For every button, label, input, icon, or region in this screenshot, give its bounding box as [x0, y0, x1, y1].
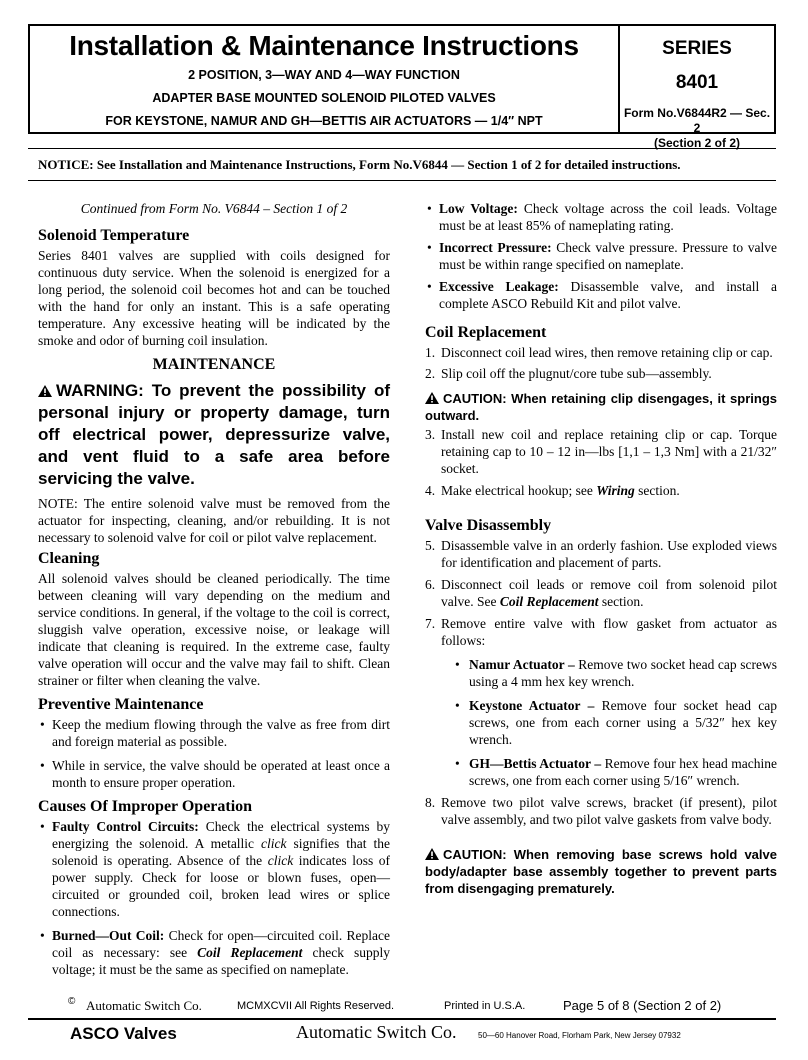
continued-note: Continued from Form No. V6844 – Section 1 of 2	[80, 201, 348, 216]
coil-steps-continued	[425, 426, 777, 499]
causes-list-continued	[425, 200, 777, 312]
form-number-text: Form No.V6844R2 — Sec. 2	[623, 106, 771, 135]
list-item: • Keystone Actuator – Remove four socket head cap screws, one from each corner using a 5/32″ hex key wrench.	[455, 698, 777, 747]
note-text: NOTE: The entire solenoid valve must be removed from the actuator for inspecting, cleaning, and/or rebuilding. It is not necessary to solenoid valve for coil or pilot valve replacement.	[38, 496, 390, 545]
list-item: • Faulty Control Circuits: Check the electrical systems by energizing the solenoid. A metallic click signifies that the solenoid is operating. Absence of the click indicates loss of power supply. Check for loose or blown fuses, open—circuited or grounded coil, broken lead wires or splice connections.	[40, 819, 390, 919]
disassembly-steps	[425, 537, 777, 828]
header-box	[28, 24, 776, 150]
list-item: • Burned—Out Coil: Check for open—circuited coil. Replace coil as necessary: see Coil Replacement check supply voltage; it must be the same as specified on nameplate.	[40, 928, 391, 977]
right-column	[425, 200, 777, 897]
company-name: Automatic Switch Co.	[86, 998, 202, 1013]
caution-block-1: CAUTION: When retaining clip disengages, it springs outward.	[425, 391, 777, 423]
form-number	[620, 106, 774, 151]
company-name-large: Automatic Switch Co.	[296, 1022, 457, 1042]
footer-rule	[28, 1018, 776, 1020]
coil-steps	[425, 344, 777, 382]
notice-text: NOTICE: See Installation and Maintenance Instructions, Form No.V6844 — Section 1 of 2 for detailed instructions.	[38, 157, 681, 172]
copyright-symbol: ©	[68, 996, 76, 1007]
actuator-list	[453, 656, 777, 789]
list-item: • GH—Bettis Actuator – Remove four hex head machine screws, one from each corner using 5/16″ wrench.	[455, 756, 777, 788]
list-item: 2. Slip coil off the plugnut/core tube sub—assembly.	[425, 366, 712, 381]
list-item: • While in service, the valve should be operated at least once a month to ensure proper operation.	[40, 758, 390, 790]
subtitle-line-1: 2 POSITION, 3—WAY AND 4—WAY FUNCTION	[188, 68, 460, 82]
list-item: • Excessive Leakage: Disassemble valve, and install a complete ASCO Rebuild Kit and pilot valve.	[427, 279, 777, 311]
subtitle-line-2: ADAPTER BASE MOUNTED SOLENOID PILOTED VALVES	[152, 91, 496, 105]
document-title: Installation & Maintenance Instructions	[69, 30, 579, 61]
caution-block-2: CAUTION: When removing base screws hold valve body/adapter base assembly together to prevent parts from disengaging prematurely.	[425, 847, 777, 896]
header-title-block	[30, 26, 620, 132]
cleaning-text: All solenoid valves should be cleaned periodically. The time between cleaning will vary depending on the medium and service conditions. In general, if the voltage to the coil is correct, sluggish valve operation, excessive noise, or leakage will indicate that cleaning is required. In the extreme case, faulty valve operation will occur and the valve may fail to shift. Clean strainer or filter when cleaning the valve.	[38, 571, 390, 688]
left-column	[38, 200, 390, 978]
list-item: 5. Disassemble valve in an orderly fashion. Use exploded views for identification and placement of parts.	[425, 538, 777, 570]
solenoid-temp-text: Series 8401 valves are supplied with coils designed for continuous duty service. When the solenoid is energized for a long period, the solenoid coil becomes hot and can be touched with the hand for only an instant. This is a safe operating temperature. Any excessive heating will be indicated by the smoke and odor of burning coil insulation.	[38, 248, 390, 348]
series-number: 8401	[675, 72, 719, 93]
warning-text: WARNING: To prevent the possibility of personal injury or property damage, turn off electrical power, depressurize valve, and vent fluid to a safe area before servicing the valve.	[38, 381, 390, 488]
list-item: • Incorrect Pressure: Check valve pressure. Pressure to valve must be within range specified on nameplate.	[427, 240, 777, 272]
subtitle-line-3: FOR KEYSTONE, NAMUR AND GH—BETTIS AIR ACTUATORS — 1/4″ NPT	[105, 114, 543, 128]
series-block	[620, 26, 774, 150]
warning-block	[38, 380, 390, 490]
list-item: • Low Voltage: Check voltage across the coil leads. Voltage must be at least 85% of nameplating rating.	[427, 201, 777, 233]
list-item: • Keep the medium flowing through the valve as free from dirt and foreign material as possible.	[40, 717, 390, 749]
causes-list	[38, 818, 390, 978]
printed-text: Printed in U.S.A.	[444, 1000, 526, 1012]
rights-text: MCMXCVII All Rights Reserved.	[237, 1000, 395, 1012]
list-item: 8. Remove two pilot valve screws, bracket (if present), pilot valve assembly, and two pilot valve gaskets from valve body.	[425, 795, 777, 827]
maintenance-heading: MAINTENANCE	[152, 356, 276, 373]
warning-triangle-icon	[425, 392, 439, 404]
series-label: SERIES	[662, 38, 732, 59]
list-item: 7. Remove entire valve with flow gasket from actuator as follows: • Namur Actuator – Remove two socket head cap screws using a 4 mm hex key wrench. • Keystone Actuator – Remove four socket head cap screws, one from each corner using a 5/32″ hex key wrench. • GH—Bettis Actuator – Remove four hex head machine screws, one from each corner using 5/16″ wrench.	[425, 616, 777, 788]
solenoid-temp-heading: Solenoid Temperature	[38, 227, 190, 244]
causes-heading: Causes Of Improper Operation	[38, 798, 253, 815]
warning-triangle-icon	[38, 385, 52, 397]
notice-top-rule	[28, 148, 776, 149]
list-item: 6. Disconnect coil leads or remove coil from solenoid pilot valve. See Coil Replacement section.	[425, 577, 777, 609]
warning-triangle-icon	[425, 848, 439, 860]
disassembly-heading: Valve Disassembly	[425, 517, 552, 534]
list-item: • Namur Actuator – Remove two socket head cap screws using a 4 mm hex key wrench.	[455, 657, 777, 689]
preventive-list	[38, 716, 390, 791]
preventive-heading: Preventive Maintenance	[38, 696, 204, 713]
coil-heading: Coil Replacement	[425, 324, 547, 341]
list-item: 1. Disconnect coil lead wires, then remove retaining clip or cap.	[425, 345, 773, 360]
section-text: (Section 2 of 2)	[653, 136, 740, 150]
list-item: 4. Make electrical hookup; see Wiring section.	[425, 483, 680, 498]
brand-name: ASCO Valves	[70, 1024, 177, 1043]
cleaning-heading: Cleaning	[38, 550, 100, 567]
address-text: 50—60 Hanover Road, Florham Park, New Jersey 07932	[478, 1031, 681, 1040]
notice-bottom-rule	[28, 180, 776, 181]
page-number: Page 5 of 8 (Section 2 of 2)	[563, 998, 722, 1013]
list-item: 3. Install new coil and replace retaining clip or cap. Torque retaining cap to 10 – 12 in—lbs [1,1 – 1,3 Nm] with a 21/32″ socket.	[425, 427, 777, 476]
